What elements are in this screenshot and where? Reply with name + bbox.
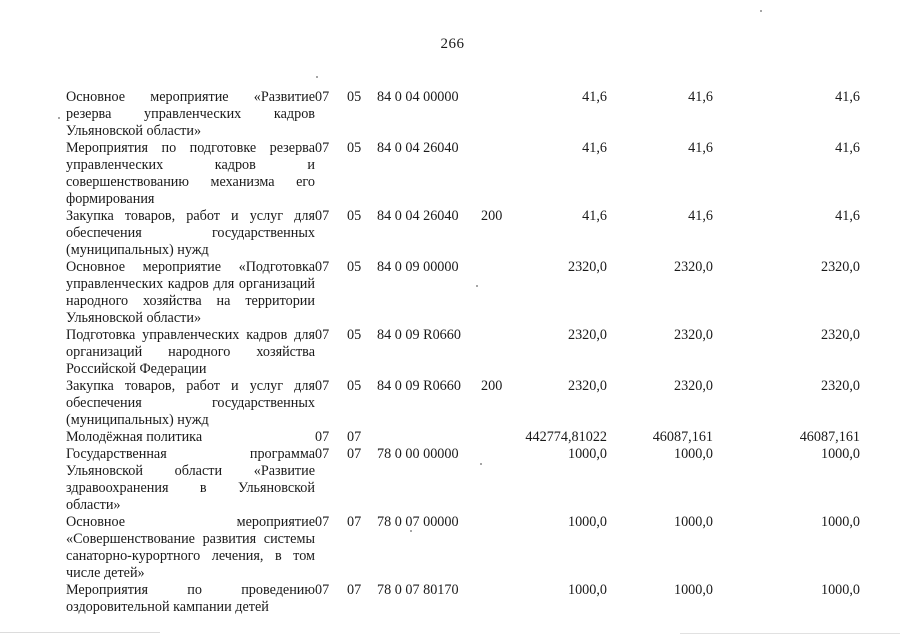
scan-artifact-dot bbox=[410, 530, 412, 532]
row-name: Основное мероприятие «Совершенствование развития системы санаторно-курортного лечения, в том числе детей» bbox=[66, 514, 315, 581]
scan-artifact-line bbox=[680, 633, 900, 634]
row-expense-type-code bbox=[481, 514, 514, 582]
scan-artifact-dot bbox=[316, 76, 318, 78]
table-row bbox=[66, 259, 860, 327]
row-subsection-code: 07 bbox=[347, 446, 362, 462]
scan-artifact-line bbox=[0, 632, 160, 633]
row-amount-year-1: 2320,0 bbox=[567, 378, 607, 394]
row-name: Мероприятия по подготовке резерва управленческих кадров и совершенствованию механизма его формирования bbox=[66, 140, 315, 207]
row-amount-year-2: 41,6 bbox=[688, 89, 713, 105]
scan-artifact-dot bbox=[476, 285, 478, 287]
table-row bbox=[66, 582, 860, 616]
row-target-article-code: 84 0 09 R0660 bbox=[377, 378, 461, 394]
row-subsection-code: 07 bbox=[347, 582, 362, 598]
row-name: Закупка товаров, работ и услуг для обеспечения государственных (муниципальных) нужд bbox=[66, 378, 315, 428]
table-row bbox=[66, 378, 860, 429]
table-row bbox=[66, 429, 860, 446]
table-row bbox=[66, 446, 860, 514]
scan-artifact-dot bbox=[58, 117, 60, 119]
table-row bbox=[66, 140, 860, 208]
row-amount-year-3: 2320,0 bbox=[820, 259, 860, 275]
table-row bbox=[66, 208, 860, 259]
row-target-article-code: 84 0 09 00000 bbox=[377, 259, 459, 275]
row-target-article-code: 78 0 00 00000 bbox=[377, 446, 459, 462]
row-amount-year-1: 41,6 bbox=[582, 208, 607, 224]
row-amount-year-3: 41,6 bbox=[835, 208, 860, 224]
row-amount-year-2: 41,6 bbox=[688, 208, 713, 224]
row-name: Государственная программа Ульяновской области «Развитие здравоохранения в Ульяновской области» bbox=[66, 446, 315, 513]
page-number: 266 bbox=[440, 36, 465, 52]
row-amount-year-2: 46087,161 bbox=[652, 429, 713, 445]
row-amount-year-3: 2320,0 bbox=[820, 378, 860, 394]
row-section-code: 07 bbox=[315, 327, 330, 343]
row-amount-year-2: 2320,0 bbox=[673, 327, 713, 343]
row-amount-year-3: 1000,0 bbox=[820, 514, 860, 530]
row-name: Молодёжная политика bbox=[66, 429, 203, 445]
row-amount-year-1: 2320,0 bbox=[567, 259, 607, 275]
row-subsection-code: 05 bbox=[347, 89, 362, 105]
row-amount-year-2: 1000,0 bbox=[673, 582, 713, 598]
row-amount-year-3: 2320,0 bbox=[820, 327, 860, 343]
row-amount-year-3: 41,6 bbox=[835, 140, 860, 156]
row-section-code: 07 bbox=[315, 429, 330, 445]
row-section-code: 07 bbox=[315, 140, 330, 156]
row-subsection-code: 05 bbox=[347, 140, 362, 156]
row-target-article-code bbox=[377, 429, 481, 446]
row-section-code: 07 bbox=[315, 259, 330, 275]
row-expense-type-code bbox=[481, 89, 514, 140]
row-amount-year-2: 1000,0 bbox=[673, 514, 713, 530]
row-expense-type-code bbox=[481, 429, 514, 446]
row-amount-year-1: 442774,81022 bbox=[525, 429, 607, 445]
row-amount-year-3: 1000,0 bbox=[820, 582, 860, 598]
row-section-code: 07 bbox=[315, 89, 330, 105]
row-amount-year-1: 41,6 bbox=[582, 140, 607, 156]
row-name: Мероприятия по проведению оздоровительной кампании детей bbox=[66, 582, 315, 615]
row-amount-year-2: 2320,0 bbox=[673, 378, 713, 394]
row-name: Основное мероприятие «Развитие резерва управленческих кадров Ульяновской области» bbox=[66, 89, 315, 139]
row-expense-type-code bbox=[481, 259, 514, 327]
row-section-code: 07 bbox=[315, 378, 330, 394]
row-amount-year-3: 1000,0 bbox=[820, 446, 860, 462]
row-expense-type-code bbox=[481, 582, 514, 616]
row-target-article-code: 84 0 04 26040 bbox=[377, 208, 459, 224]
budget-table-body bbox=[66, 89, 860, 616]
row-expense-type-code bbox=[481, 446, 514, 514]
row-subsection-code: 05 bbox=[347, 327, 362, 343]
row-amount-year-1: 1000,0 bbox=[567, 446, 607, 462]
budget-table bbox=[66, 89, 860, 616]
row-amount-year-1: 1000,0 bbox=[567, 514, 607, 530]
row-amount-year-3: 46087,161 bbox=[799, 429, 860, 445]
row-name: Основное мероприятие «Подготовка управленческих кадров для организаций народного хозяйства на территории Ульяновской области» bbox=[66, 259, 315, 326]
scan-artifact-dot bbox=[760, 10, 762, 12]
row-amount-year-2: 1000,0 bbox=[673, 446, 713, 462]
row-amount-year-2: 2320,0 bbox=[673, 259, 713, 275]
row-target-article-code: 84 0 09 R0660 bbox=[377, 327, 461, 343]
row-target-article-code: 84 0 04 00000 bbox=[377, 89, 459, 105]
row-section-code: 07 bbox=[315, 514, 330, 530]
row-target-article-code: 78 0 07 80170 bbox=[377, 582, 459, 598]
row-amount-year-3: 41,6 bbox=[835, 89, 860, 105]
row-section-code: 07 bbox=[315, 446, 330, 462]
table-row bbox=[66, 327, 860, 378]
row-subsection-code: 05 bbox=[347, 259, 362, 275]
row-name: Подготовка управленческих кадров для организаций народного хозяйства Российской Федерации bbox=[66, 327, 315, 377]
row-name: Закупка товаров, работ и услуг для обеспечения государственных (муниципальных) нужд bbox=[66, 208, 315, 258]
row-expense-type-code bbox=[481, 327, 514, 378]
row-subsection-code: 07 bbox=[347, 429, 362, 445]
row-subsection-code: 07 bbox=[347, 514, 362, 530]
row-amount-year-1: 2320,0 bbox=[567, 327, 607, 343]
row-target-article-code: 84 0 04 26040 bbox=[377, 140, 459, 156]
row-subsection-code: 05 bbox=[347, 378, 362, 394]
scan-artifact-dot bbox=[480, 463, 482, 465]
table-row bbox=[66, 514, 860, 582]
row-expense-type-code: 200 bbox=[481, 208, 503, 224]
row-subsection-code: 05 bbox=[347, 208, 362, 224]
row-section-code: 07 bbox=[315, 208, 330, 224]
table-row bbox=[66, 89, 860, 140]
row-amount-year-1: 1000,0 bbox=[567, 582, 607, 598]
row-expense-type-code: 200 bbox=[481, 378, 503, 394]
row-amount-year-1: 41,6 bbox=[582, 89, 607, 105]
row-expense-type-code bbox=[481, 140, 514, 208]
row-target-article-code: 78 0 07 00000 bbox=[377, 514, 459, 530]
row-section-code: 07 bbox=[315, 582, 330, 598]
row-amount-year-2: 41,6 bbox=[688, 140, 713, 156]
